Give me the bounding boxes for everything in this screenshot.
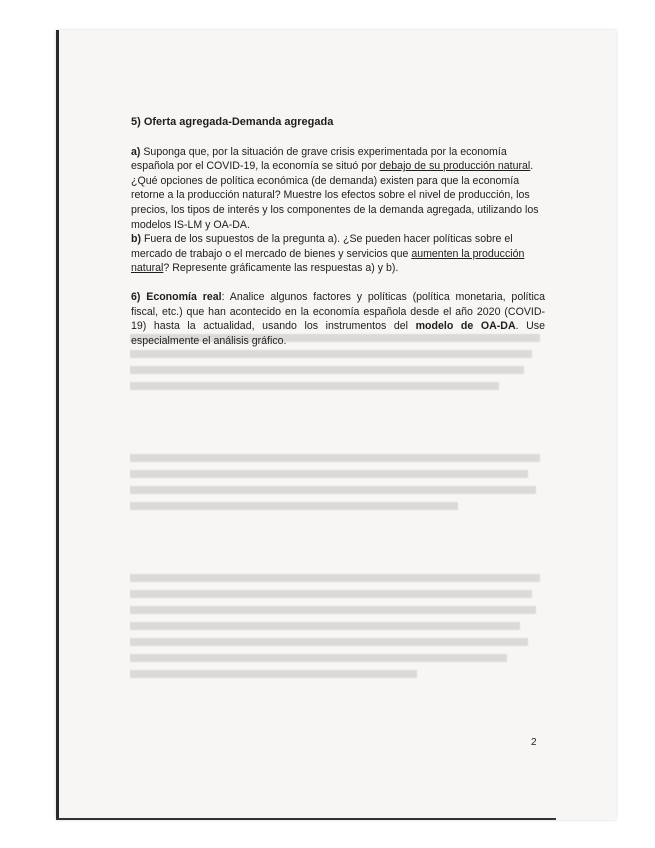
question-5b-text-2: ? Represente gráficamente las respuestas a) y b). — [163, 262, 399, 275]
question-5b — [131, 232, 545, 276]
show-through-block-3 — [130, 570, 540, 720]
question-5a — [131, 145, 545, 233]
question-5b-label: b) — [131, 233, 141, 246]
question-6 — [131, 290, 545, 348]
page-content — [131, 115, 545, 348]
question-5a-text-1: Suponga que, por la situación de grave crisis experimentada por la economía española por el COVID-19, la economía se situó por — [131, 145, 507, 173]
binding-edge — [56, 30, 59, 820]
question-5a-label: a) — [131, 145, 141, 158]
section-6-title: 6) Economía real — [131, 290, 222, 303]
question-5a-text-2: . ¿Qué opciones de política económica (de demanda) existen para que la economía retorne a la producción natural? Muestre los efectos sobre el nivel de producción, los precios, los tipos de interés y los componentes de la demanda agregada, utilizando los modelos IS-LM y OA-DA. — [131, 160, 539, 231]
page-number: 2 — [531, 737, 537, 748]
question-6-text-1: : Analice algunos factores y políticas (política monetaria, política fiscal, etc.) que han acontecido en la economía española desde el año 2020 (COVID-19) hasta la actualidad, usando los instrumentos del — [131, 290, 545, 333]
question-5a-underlined: debajo de su producción natural — [379, 160, 531, 173]
question-5b-underlined: aumenten la producción natural — [131, 247, 525, 275]
show-through-block-2 — [130, 450, 540, 540]
question-5b-text-1: Fuera de los supuestos de la pregunta a). ¿Se pueden hacer políticas sobre el mercado de trabajo o el mercado de bienes y servicios que — [131, 233, 513, 260]
section-5-title: 5) Oferta agregada-Demanda agregada — [131, 116, 334, 128]
question-6-bold: modelo de OA-DA — [415, 320, 516, 333]
page-bottom-edge — [56, 818, 556, 820]
question-6-text-2: . Use especialmente el análisis gráfico. — [131, 320, 545, 347]
